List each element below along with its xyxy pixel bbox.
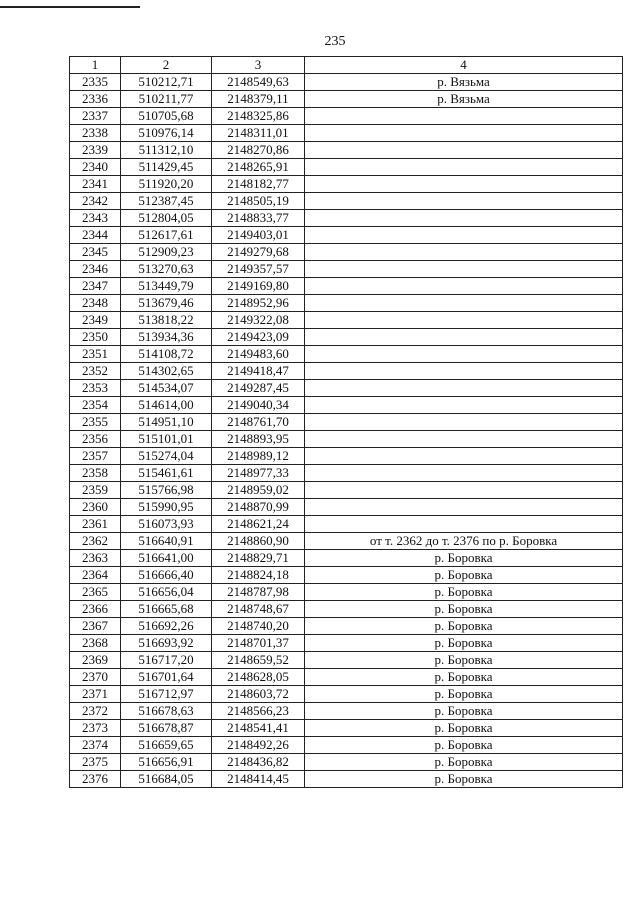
point-number-cell: 2335 [70,74,121,91]
table-row [70,737,623,754]
point-number-cell: 2376 [70,771,121,788]
table-row [70,278,623,295]
point-number-cell: 2371 [70,686,121,703]
table-row [70,465,623,482]
x-coordinate-cell: 516701,64 [121,669,212,686]
table-row [70,159,623,176]
point-number-cell: 2375 [70,754,121,771]
y-coordinate-cell: 2148414,45 [212,771,305,788]
x-coordinate-cell: 510976,14 [121,125,212,142]
description-cell [305,295,623,312]
point-number-cell: 2355 [70,414,121,431]
x-coordinate-cell: 512909,23 [121,244,212,261]
y-coordinate-cell: 2149040,34 [212,397,305,414]
table-row [70,176,623,193]
table-row [70,550,623,567]
y-coordinate-cell: 2148761,70 [212,414,305,431]
y-coordinate-cell: 2148628,05 [212,669,305,686]
table-row [70,771,623,788]
description-cell: р. Вязьма [305,74,623,91]
x-coordinate-cell: 513934,36 [121,329,212,346]
point-number-cell: 2373 [70,720,121,737]
y-coordinate-cell: 2148870,99 [212,499,305,516]
column-header: 2 [121,57,212,74]
description-cell [305,125,623,142]
x-coordinate-cell: 516717,20 [121,652,212,669]
description-cell [305,261,623,278]
table-row [70,193,623,210]
description-cell [305,380,623,397]
x-coordinate-cell: 516684,05 [121,771,212,788]
x-coordinate-cell: 516640,91 [121,533,212,550]
table-row [70,74,623,91]
table-row [70,448,623,465]
y-coordinate-cell: 2149403,01 [212,227,305,244]
description-cell: р. Боровка [305,754,623,771]
x-coordinate-cell: 511312,10 [121,142,212,159]
x-coordinate-cell: 512617,61 [121,227,212,244]
x-coordinate-cell: 510211,77 [121,91,212,108]
table-row [70,363,623,380]
point-number-cell: 2366 [70,601,121,618]
y-coordinate-cell: 2148952,96 [212,295,305,312]
description-cell: р. Боровка [305,601,623,618]
point-number-cell: 2346 [70,261,121,278]
table-row [70,142,623,159]
description-cell [305,431,623,448]
y-coordinate-cell: 2148748,67 [212,601,305,618]
point-number-cell: 2361 [70,516,121,533]
y-coordinate-cell: 2148265,91 [212,159,305,176]
description-cell: р. Боровка [305,584,623,601]
y-coordinate-cell: 2148436,82 [212,754,305,771]
y-coordinate-cell: 2148893,95 [212,431,305,448]
description-cell: р. Боровка [305,669,623,686]
description-cell: р. Боровка [305,703,623,720]
x-coordinate-cell: 510212,71 [121,74,212,91]
point-number-cell: 2354 [70,397,121,414]
x-coordinate-cell: 516665,68 [121,601,212,618]
y-coordinate-cell: 2148270,86 [212,142,305,159]
point-number-cell: 2372 [70,703,121,720]
description-cell: от т. 2362 до т. 2376 по р. Боровка [305,533,623,550]
table-row [70,261,623,278]
table-row [70,329,623,346]
description-cell [305,159,623,176]
description-cell [305,193,623,210]
point-number-cell: 2374 [70,737,121,754]
point-number-cell: 2343 [70,210,121,227]
y-coordinate-cell: 2148977,33 [212,465,305,482]
table-row [70,635,623,652]
description-cell: р. Боровка [305,771,623,788]
point-number-cell: 2348 [70,295,121,312]
y-coordinate-cell: 2149322,08 [212,312,305,329]
description-cell [305,465,623,482]
description-cell [305,227,623,244]
point-number-cell: 2359 [70,482,121,499]
point-number-cell: 2360 [70,499,121,516]
y-coordinate-cell: 2148379,11 [212,91,305,108]
x-coordinate-cell: 513679,46 [121,295,212,312]
y-coordinate-cell: 2149483,60 [212,346,305,363]
y-coordinate-cell: 2148833,77 [212,210,305,227]
x-coordinate-cell: 514614,00 [121,397,212,414]
table-row [70,125,623,142]
point-number-cell: 2347 [70,278,121,295]
table-row [70,533,623,550]
point-number-cell: 2342 [70,193,121,210]
table-row [70,108,623,125]
y-coordinate-cell: 2148959,02 [212,482,305,499]
y-coordinate-cell: 2148989,12 [212,448,305,465]
y-coordinate-cell: 2148740,20 [212,618,305,635]
description-cell [305,397,623,414]
point-number-cell: 2336 [70,91,121,108]
x-coordinate-cell: 516678,63 [121,703,212,720]
description-cell [305,414,623,431]
description-cell: р. Боровка [305,618,623,635]
table-row [70,516,623,533]
y-coordinate-cell: 2148549,63 [212,74,305,91]
y-coordinate-cell: 2148659,52 [212,652,305,669]
y-coordinate-cell: 2149423,09 [212,329,305,346]
description-cell [305,346,623,363]
table-row [70,482,623,499]
y-coordinate-cell: 2148824,18 [212,567,305,584]
x-coordinate-cell: 516073,93 [121,516,212,533]
table-row [70,499,623,516]
y-coordinate-cell: 2148492,26 [212,737,305,754]
x-coordinate-cell: 511920,20 [121,176,212,193]
y-coordinate-cell: 2148829,71 [212,550,305,567]
x-coordinate-cell: 516678,87 [121,720,212,737]
description-cell [305,499,623,516]
description-cell: р. Боровка [305,635,623,652]
x-coordinate-cell: 510705,68 [121,108,212,125]
y-coordinate-cell: 2148787,98 [212,584,305,601]
description-cell [305,448,623,465]
point-number-cell: 2345 [70,244,121,261]
description-cell [305,244,623,261]
table-row [70,210,623,227]
table-row [70,686,623,703]
point-number-cell: 2351 [70,346,121,363]
point-number-cell: 2358 [70,465,121,482]
x-coordinate-cell: 515101,01 [121,431,212,448]
point-number-cell: 2369 [70,652,121,669]
description-cell [305,516,623,533]
y-coordinate-cell: 2148860,90 [212,533,305,550]
y-coordinate-cell: 2148701,37 [212,635,305,652]
point-number-cell: 2370 [70,669,121,686]
point-number-cell: 2364 [70,567,121,584]
y-coordinate-cell: 2148505,19 [212,193,305,210]
description-cell [305,482,623,499]
x-coordinate-cell: 515990,95 [121,499,212,516]
y-coordinate-cell: 2149357,57 [212,261,305,278]
column-header: 3 [212,57,305,74]
x-coordinate-cell: 515766,98 [121,482,212,499]
y-coordinate-cell: 2148182,77 [212,176,305,193]
description-cell: р. Боровка [305,567,623,584]
point-number-cell: 2365 [70,584,121,601]
description-cell: р. Боровка [305,737,623,754]
x-coordinate-cell: 514951,10 [121,414,212,431]
y-coordinate-cell: 2148566,23 [212,703,305,720]
point-number-cell: 2367 [70,618,121,635]
y-coordinate-cell: 2148621,24 [212,516,305,533]
point-number-cell: 2362 [70,533,121,550]
description-cell [305,312,623,329]
table-row [70,346,623,363]
description-cell: р. Боровка [305,550,623,567]
description-cell [305,329,623,346]
y-coordinate-cell: 2149169,80 [212,278,305,295]
table-row [70,618,623,635]
table-row [70,720,623,737]
table-row [70,295,623,312]
x-coordinate-cell: 516659,65 [121,737,212,754]
y-coordinate-cell: 2148603,72 [212,686,305,703]
point-number-cell: 2352 [70,363,121,380]
column-header: 4 [305,57,623,74]
table-row [70,414,623,431]
x-coordinate-cell: 511429,45 [121,159,212,176]
x-coordinate-cell: 516693,92 [121,635,212,652]
column-header: 1 [70,57,121,74]
x-coordinate-cell: 516656,04 [121,584,212,601]
point-number-cell: 2350 [70,329,121,346]
y-coordinate-cell: 2148541,41 [212,720,305,737]
point-number-cell: 2337 [70,108,121,125]
point-number-cell: 2349 [70,312,121,329]
description-cell [305,363,623,380]
x-coordinate-cell: 516656,91 [121,754,212,771]
x-coordinate-cell: 513818,22 [121,312,212,329]
y-coordinate-cell: 2149279,68 [212,244,305,261]
y-coordinate-cell: 2148325,86 [212,108,305,125]
point-number-cell: 2363 [70,550,121,567]
table-row [70,567,623,584]
description-cell: р. Вязьма [305,91,623,108]
point-number-cell: 2368 [70,635,121,652]
x-coordinate-cell: 516666,40 [121,567,212,584]
table-row [70,601,623,618]
table-row [70,584,623,601]
description-cell [305,210,623,227]
table-row [70,431,623,448]
y-coordinate-cell: 2149287,45 [212,380,305,397]
table-row [70,380,623,397]
top-rule [0,6,140,8]
x-coordinate-cell: 516712,97 [121,686,212,703]
description-cell: р. Боровка [305,686,623,703]
x-coordinate-cell: 514108,72 [121,346,212,363]
description-cell [305,278,623,295]
description-cell [305,108,623,125]
coordinates-table [69,56,623,788]
table-row [70,669,623,686]
table-row [70,91,623,108]
y-coordinate-cell: 2149418,47 [212,363,305,380]
table-row [70,397,623,414]
table-header-row [70,57,623,74]
description-cell [305,176,623,193]
x-coordinate-cell: 516692,26 [121,618,212,635]
table-row [70,703,623,720]
table-row [70,312,623,329]
x-coordinate-cell: 514534,07 [121,380,212,397]
description-cell: р. Боровка [305,652,623,669]
point-number-cell: 2341 [70,176,121,193]
point-number-cell: 2344 [70,227,121,244]
point-number-cell: 2340 [70,159,121,176]
description-cell [305,142,623,159]
point-number-cell: 2357 [70,448,121,465]
x-coordinate-cell: 515274,04 [121,448,212,465]
table-row [70,754,623,771]
point-number-cell: 2353 [70,380,121,397]
x-coordinate-cell: 512387,45 [121,193,212,210]
description-cell: р. Боровка [305,720,623,737]
point-number-cell: 2338 [70,125,121,142]
y-coordinate-cell: 2148311,01 [212,125,305,142]
table-row [70,244,623,261]
x-coordinate-cell: 516641,00 [121,550,212,567]
page-number: 235 [324,34,346,49]
x-coordinate-cell: 515461,61 [121,465,212,482]
point-number-cell: 2339 [70,142,121,159]
table-row [70,652,623,669]
table-body [70,74,623,788]
x-coordinate-cell: 514302,65 [121,363,212,380]
x-coordinate-cell: 513449,79 [121,278,212,295]
x-coordinate-cell: 512804,05 [121,210,212,227]
table-row [70,227,623,244]
point-number-cell: 2356 [70,431,121,448]
x-coordinate-cell: 513270,63 [121,261,212,278]
